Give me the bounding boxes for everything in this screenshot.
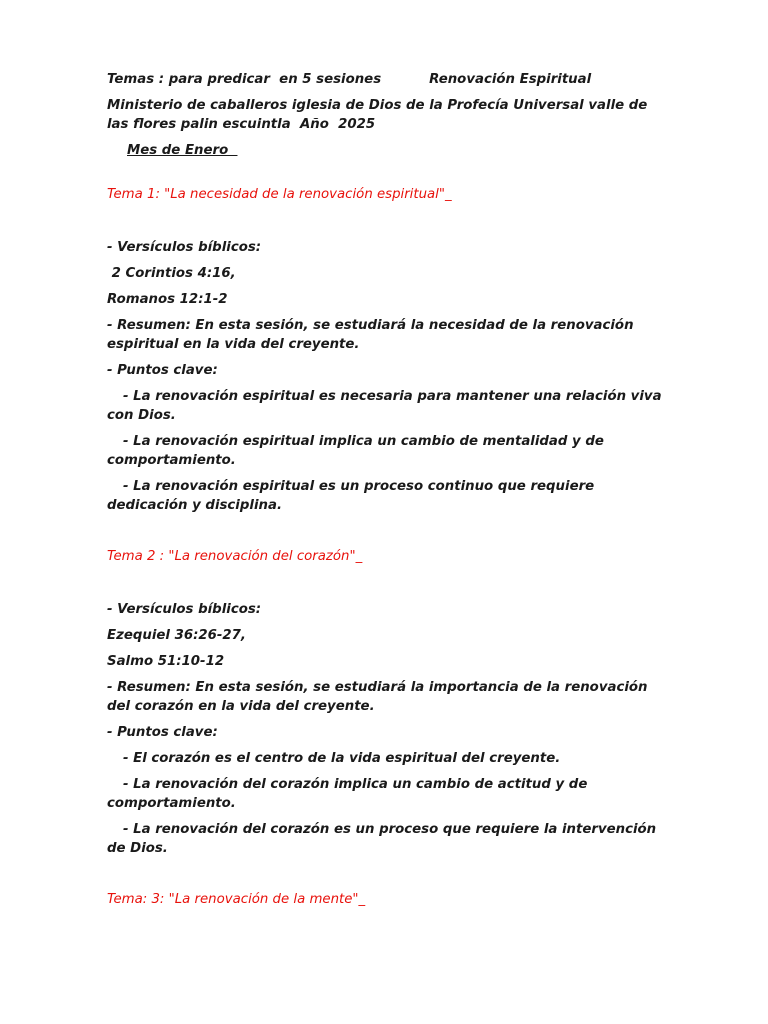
topic-2-verse-1: Ezequiel 36:26-27, [107, 628, 246, 643]
topic-2-point-3: - La renovación del corazón es un proceso que requiere la intervención de Dios. [107, 822, 661, 856]
series-title: Renovación Espiritual [429, 72, 592, 87]
topic-1-point-2: - La renovación espiritual implica un cambio de mentalidad y de comportamiento. [107, 434, 609, 468]
topic-label: Temas : para predicar en 5 sesiones [107, 72, 382, 87]
topic-2-verses-label: - Versículos bíblicos: [107, 602, 262, 617]
topic-1-title: Tema 1: "La necesidad de la renovación espiritual"_ [107, 187, 452, 202]
ministry-line: Ministerio de caballeros iglesia de Dios de la Profecía Universal valle de las flores palin escuintla Año 2025 [107, 98, 652, 132]
topic-2-title: Tema 2 : "La renovación del corazón"_ [107, 549, 363, 564]
topic-2-point-2: - La renovación del corazón implica un cambio de actitud y de comportamiento. [107, 777, 592, 811]
topic-3-title: Tema: 3: "La renovación de la mente"_ [107, 892, 366, 907]
topic-1-verse-2: Romanos 12:1-2 [107, 292, 228, 307]
topic-1-point-3: - La renovación espiritual es un proceso continuo que requiere dedicación y disciplina. [107, 479, 599, 513]
topic-2-point-1: - El corazón es el centro de la vida espiritual del creyente. [123, 751, 561, 766]
document-page [107, 70, 667, 909]
topic-2-verse-2: Salmo 51:10-12 [107, 654, 225, 669]
topic-2-summary: - Resumen: En esta sesión, se estudiará la importancia de la renovación del corazón en la vida del creyente. [107, 680, 653, 714]
topic-1-verse-1: 2 Corintios 4:16, [107, 266, 236, 281]
topic-1-verses-label: - Versículos bíblicos: [107, 240, 262, 255]
topic-1-summary: - Resumen: En esta sesión, se estudiará la necesidad de la renovación espiritual en la vida del creyente. [107, 318, 639, 352]
topic-1-points-label: - Puntos clave: [107, 363, 218, 378]
topic-1-point-1: - La renovación espiritual es necesaria para mantener una relación viva con Dios. [107, 389, 667, 423]
topic-2-points-label: - Puntos clave: [107, 725, 218, 740]
header-line [107, 70, 667, 89]
month-heading: Mes de Enero [127, 143, 238, 158]
